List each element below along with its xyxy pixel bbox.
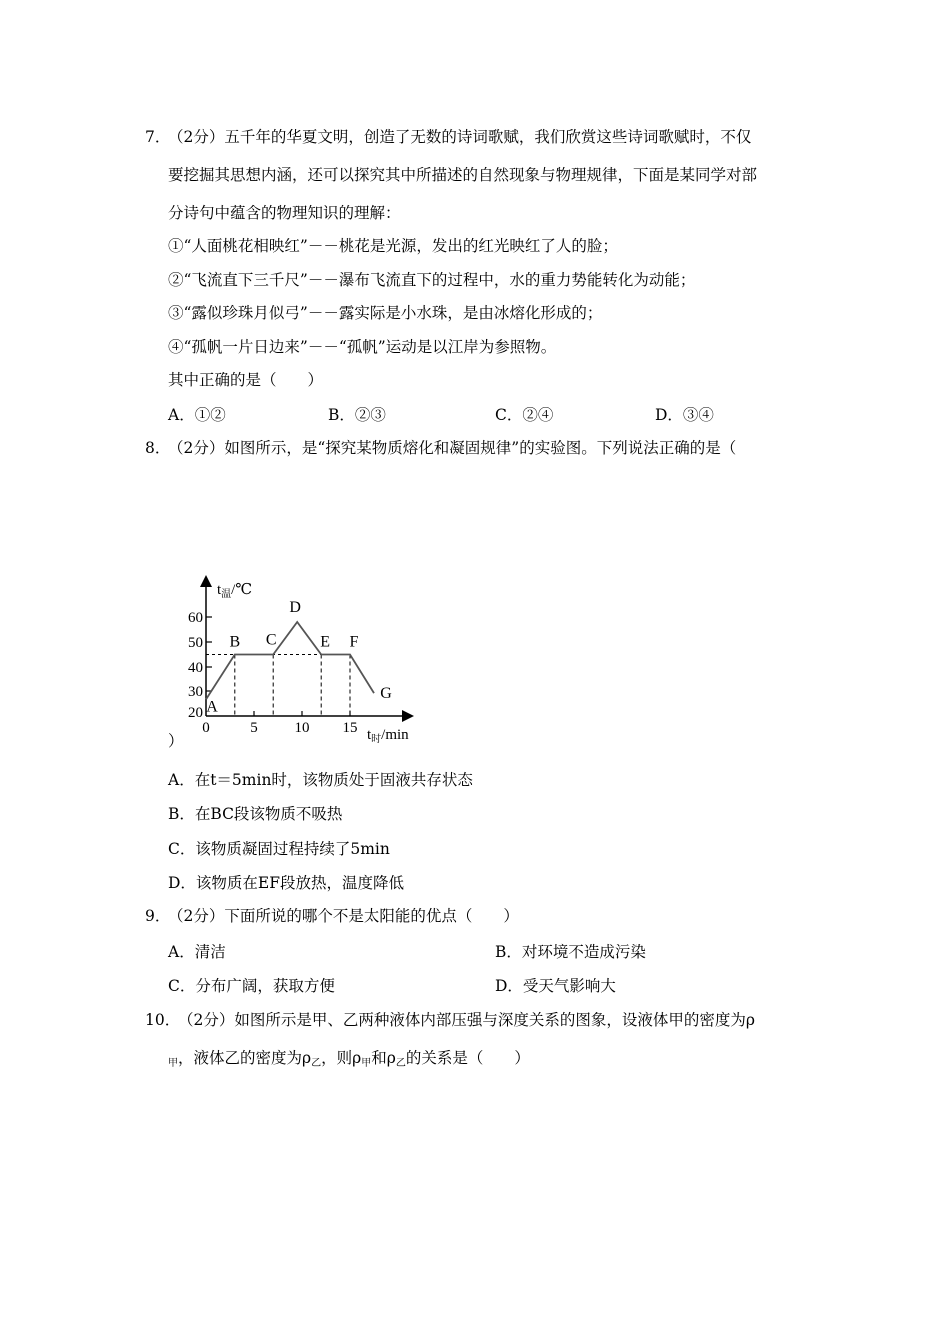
q7-item-1: ①“人面桃花相映红”－－桃花是光源，发出的红光映红了人的脸； — [168, 237, 618, 255]
q8-option-a[interactable]: A．在t＝5min时，该物质处于固液共存状态 — [168, 771, 473, 789]
q7-option-a[interactable]: A．①② — [168, 406, 226, 424]
y-tick-label: 40 — [188, 660, 203, 676]
q8-stem: （2分）如图所示，是“探究某物质熔化和凝固规律”的实验图。下列说法正确的是（ — [168, 439, 737, 457]
q8-number: 8． — [145, 439, 171, 457]
point-label-C: C — [265, 631, 277, 649]
point-label-E: E — [320, 633, 331, 651]
y-tick-label: 30 — [188, 684, 203, 700]
point-label-A: A — [206, 698, 218, 716]
q8-option-b[interactable]: B．在BC段该物质不吸热 — [168, 805, 343, 823]
x-tick-label: 0 — [202, 720, 210, 736]
q7-ask: 其中正确的是（ ） — [168, 371, 324, 389]
q9-option-c[interactable]: C．分布广阔，获取方便 — [168, 977, 335, 995]
q7-item-2: ②“飞流直下三千尺”－－瀑布飞流直下的过程中，水的重力势能转化为动能； — [168, 271, 696, 289]
point-label-D: D — [289, 599, 301, 616]
q8-option-d[interactable]: D．该物质在EF段放热，温度降低 — [168, 874, 404, 892]
q10-stem-line1: （2分）如图所示是甲、乙两种液体内部压强与深度关系的图象，设液体甲的密度为ρ — [178, 1011, 755, 1029]
q7-option-c[interactable]: C．②④ — [495, 406, 554, 424]
q7-option-d[interactable]: D．③④ — [655, 406, 714, 424]
q7-option-b[interactable]: B．②③ — [328, 406, 386, 424]
point-label-F: F — [349, 633, 359, 651]
x-tick-label: 10 — [294, 720, 310, 736]
x-tick-label: 15 — [342, 720, 358, 736]
q9-option-b[interactable]: B．对环境不造成污染 — [495, 943, 646, 961]
q7-stem-line2: 要挖掘其思想内涵，还可以探究其中所描述的自然现象与物理规律，下面是某同学对部 — [168, 166, 758, 184]
q10-stem-line2: $_甲$，液体乙的密度为$\rho_乙$，则$\rho_甲$和$\rho_乙$的关系是（ ） — [168, 1049, 530, 1069]
q10-number: 10． — [145, 1011, 181, 1029]
q7-item-3: ③“露似珍珠月似弓”－－露实际是小水珠，是由冰熔化形成的； — [168, 304, 603, 322]
q7-number: 7． — [145, 128, 171, 146]
q9-option-a[interactable]: A．清洁 — [168, 943, 226, 961]
y-tick-label: 20 — [188, 705, 203, 721]
y-tick-label: 60 — [188, 610, 203, 626]
q9-stem: （2分）下面所说的哪个不是太阳能的优点（ ） — [168, 907, 519, 925]
x-axis-label: $t_时/\min$ — [367, 727, 409, 745]
y-axis-label: $t_温/℃$ — [217, 582, 253, 600]
q7-item-4: ④“孤帆一片日边来”－－“孤帆”运动是以江岸为参照物。 — [168, 338, 557, 356]
q7-stem-line1: （2分）五千年的华夏文明，创造了无数的诗词歌赋，我们欣赏这些诗词歌赋时，不仅 — [168, 128, 752, 146]
q8-option-c[interactable]: C．该物质凝固过程持续了5min — [168, 840, 390, 858]
point-label-B: B — [229, 633, 241, 651]
x-tick-label: 5 — [250, 720, 258, 736]
q7-stem-line3: 分诗句中蕴含的物理知识的理解： — [168, 204, 401, 222]
y-tick-label: 50 — [188, 635, 203, 651]
q9-number: 9． — [145, 907, 171, 925]
melting-curve-chart — [175, 572, 435, 745]
q8-close-paren: ） — [168, 732, 184, 750]
q9-option-d[interactable]: D．受天气影响大 — [495, 977, 616, 995]
point-label-G: G — [380, 685, 392, 703]
